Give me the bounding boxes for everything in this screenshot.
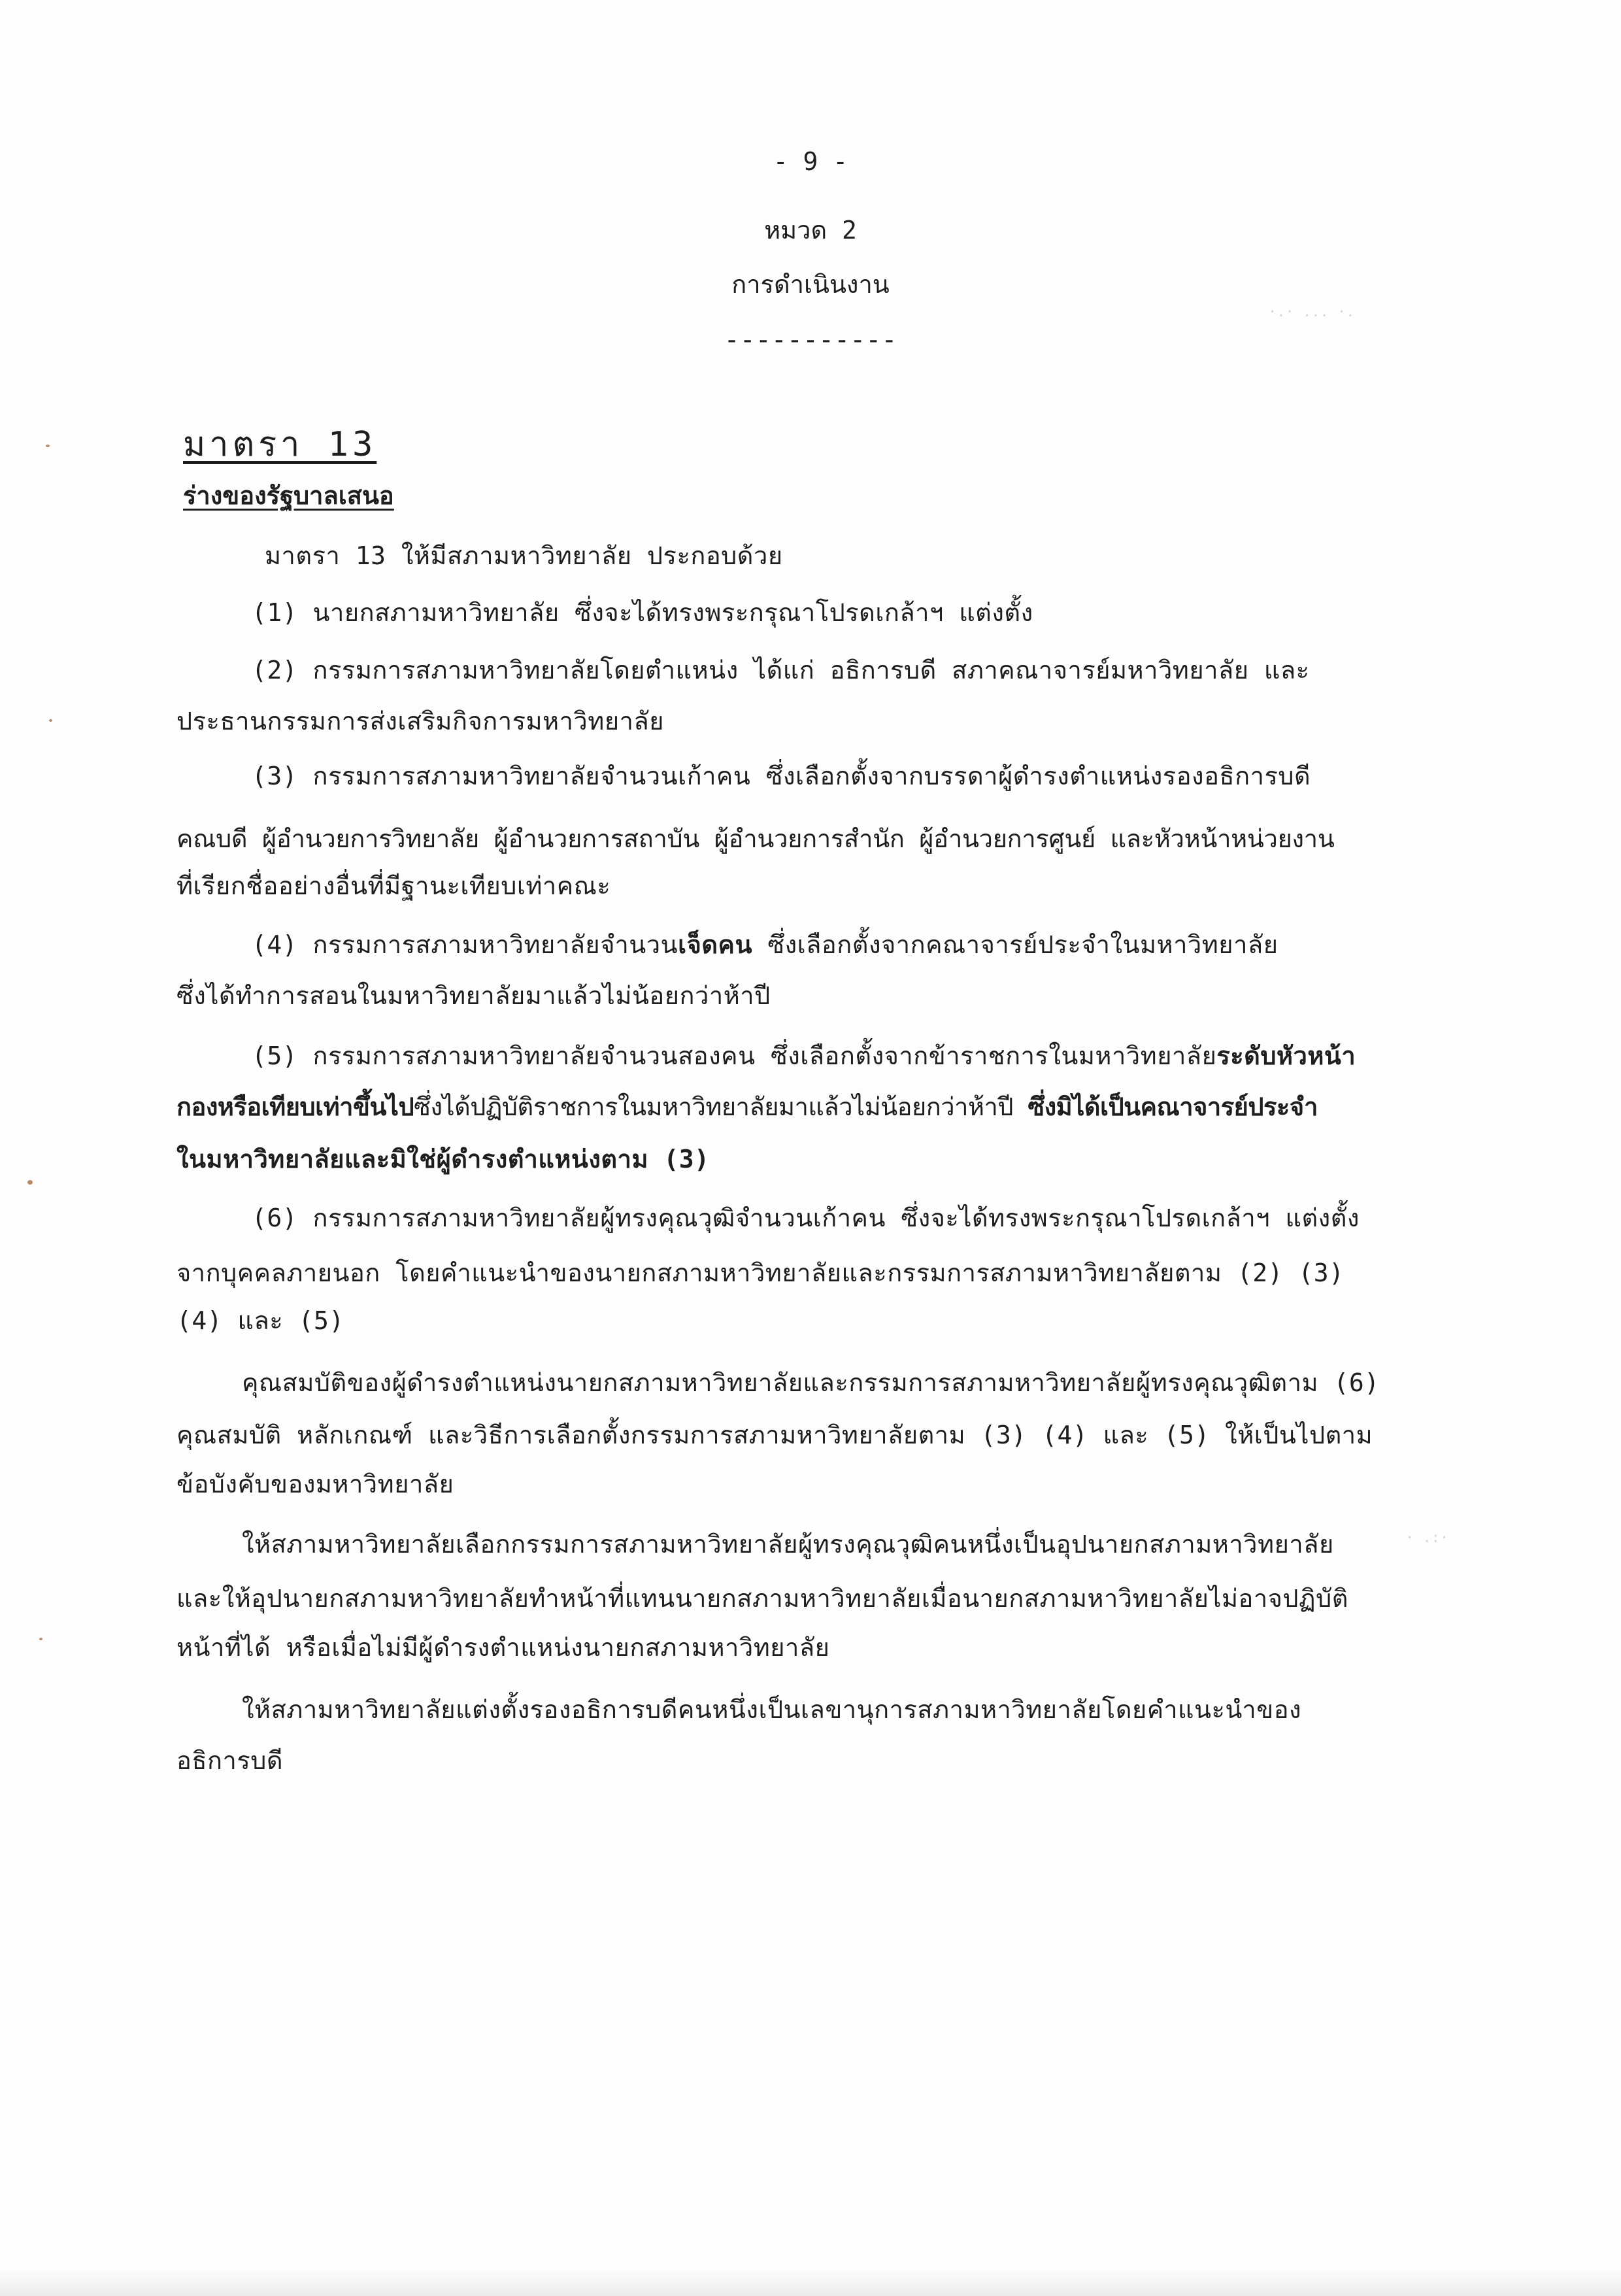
item-6-line-1: (6) กรรมการสภามหาวิทยาลัยผู้ทรงคุณวุฒิจำนวนเก้าคน ซึ่งจะได้ทรงพระกรุณาโปรดเกล้าฯ แต่งตั้ง (252, 1204, 1360, 1232)
item-5-text-a: (5) กรรมการสภามหาวิทยาลัยจำนวนสองคน ซึ่งเลือกตั้งจากข้าราชการในมหาวิทยาลัย (252, 1041, 1217, 1070)
intro-paragraph: มาตรา 13 ให้มีสภามหาวิทยาลัย ประกอบด้วย (265, 541, 783, 570)
qualification-line-3: ข้อบังคับของมหาวิทยาลัย (176, 1470, 454, 1498)
item-3-line-3: ที่เรียกชื่ออย่างอื่นที่มีฐานะเทียบเท่าคณะ (176, 871, 611, 900)
item-5-bold-head: ระดับหัวหน้า (1216, 1041, 1356, 1070)
qualification-line-2: คุณสมบัติ หลักเกณฑ์ และวิธีการเลือกตั้งกรรมการสภามหาวิทยาลัยตาม (3) (4) และ (5) ให้เป็นไปตาม (176, 1421, 1373, 1449)
separator-line: ----------- (724, 325, 897, 355)
item-4-text-a: (4) กรรมการสภามหาวิทยาลัยจำนวน (252, 930, 678, 959)
item-5-bold-division: กองหรือเทียบเท่าขึ้นไป (176, 1092, 414, 1121)
scan-smudge: ·.· ... ·. (1268, 304, 1355, 320)
vice-chair-line-3: หน้าที่ได้ หรือเมื่อไม่มีผู้ดำรงตำแหน่งนายกสภามหาวิทยาลัย (176, 1633, 830, 1662)
scan-speck (49, 719, 52, 722)
scan-speck (39, 1638, 42, 1640)
item-1: (1) นายกสภามหาวิทยาลัย ซึ่งจะได้ทรงพระกรุณาโปรดเกล้าฯ แต่งตั้ง (252, 598, 1033, 627)
item-5-text-b: ซึ่งได้ปฏิบัติราชการในมหาวิทยาลัยมาแล้วไม่น้อยกว่าห้าปี (414, 1092, 1028, 1121)
vice-chair-line-2: และให้อุปนายกสภามหาวิทยาลัยทำหน้าที่แทนนายกสภามหาวิทยาลัยเมื่อนายกสภามหาวิทยาลัยไม่อาจปฏิบัติ (176, 1584, 1348, 1613)
item-5-line-1 (252, 1039, 1356, 1072)
section-heading: มาตรา 13 (183, 425, 377, 464)
qualification-line-1: คุณสมบัติของผู้ดำรงตำแหน่งนายกสภามหาวิทยาลัยและกรรมการสภามหาวิทยาลัยผู้ทรงคุณวุฒิตาม (6) (242, 1368, 1380, 1397)
item-4-text-c: ซึ่งเลือกตั้งจากคณาจารย์ประจำในมหาวิทยาลัย (752, 930, 1278, 959)
item-2-line-2: ประธานกรรมการส่งเสริมกิจการมหาวิทยาลัย (176, 707, 664, 735)
vice-chair-line-1: ให้สภามหาวิทยาลัยเลือกกรรมการสภามหาวิทยาลัยผู้ทรงคุณวุฒิคนหนึ่งเป็นอุปนายกสภามหาวิทยาลัย (242, 1530, 1334, 1559)
item-6-line-3: (4) และ (5) (176, 1306, 344, 1335)
sub-heading: ร่างของรัฐบาลเสนอ (183, 481, 394, 510)
secretary-line-1: ให้สภามหาวิทยาลัยแต่งตั้งรองอธิการบดีคนหนึ่งเป็นเลขานุการสภามหาวิทยาลัยโดยคำแนะนำของ (242, 1695, 1302, 1724)
item-5-line-2 (176, 1090, 1318, 1123)
secretary-line-2: อธิการบดี (176, 1746, 284, 1775)
item-5-line-3: ในมหาวิทยาลัยและมิใช่ผู้ดำรงตำแหน่งตาม (3) (176, 1145, 710, 1173)
item-4-line-2: ซึ่งได้ทำการสอนในมหาวิทยาลัยมาแล้วไม่น้อยกว่าห้าปี (176, 981, 771, 1010)
item-2-line-1: (2) กรรมการสภามหาวิทยาลัยโดยตำแหน่ง ได้แก่ อธิการบดี สภาคณาจารย์มหาวิทยาลัย และ (252, 656, 1310, 684)
scan-bottom-edge (0, 2269, 1621, 2296)
scan-smudge: · .:· (1405, 1530, 1449, 1546)
page-number: - 9 - (773, 147, 848, 176)
scan-speck (46, 445, 50, 447)
item-4-line-1 (252, 928, 1278, 961)
item-5-bold-not-faculty: ซึ่งมิได้เป็นคณาจารย์ประจำ (1028, 1092, 1318, 1121)
scan-speck (27, 1180, 33, 1185)
chapter-number: หมวด 2 (764, 216, 857, 245)
item-6-line-2: จากบุคคลภายนอก โดยคำแนะนำของนายกสภามหาวิทยาลัยและกรรมการสภามหาวิทยาลัยตาม (2) (3) (176, 1258, 1345, 1287)
item-3-line-1: (3) กรรมการสภามหาวิทยาลัยจำนวนเก้าคน ซึ่งเลือกตั้งจากบรรดาผู้ดำรงตำแหน่งรองอธิการบดี (252, 762, 1311, 790)
item-4-bold-seven: เจ็ดคน (678, 930, 752, 959)
item-3-line-2: คณบดี ผู้อำนวยการวิทยาลัย ผู้อำนวยการสถาบัน ผู้อำนวยการสำนัก ผู้อำนวยการศูนย์ และหัวหน้าหน่วยงาน (176, 824, 1335, 853)
chapter-title: การดำเนินงาน (731, 270, 890, 299)
